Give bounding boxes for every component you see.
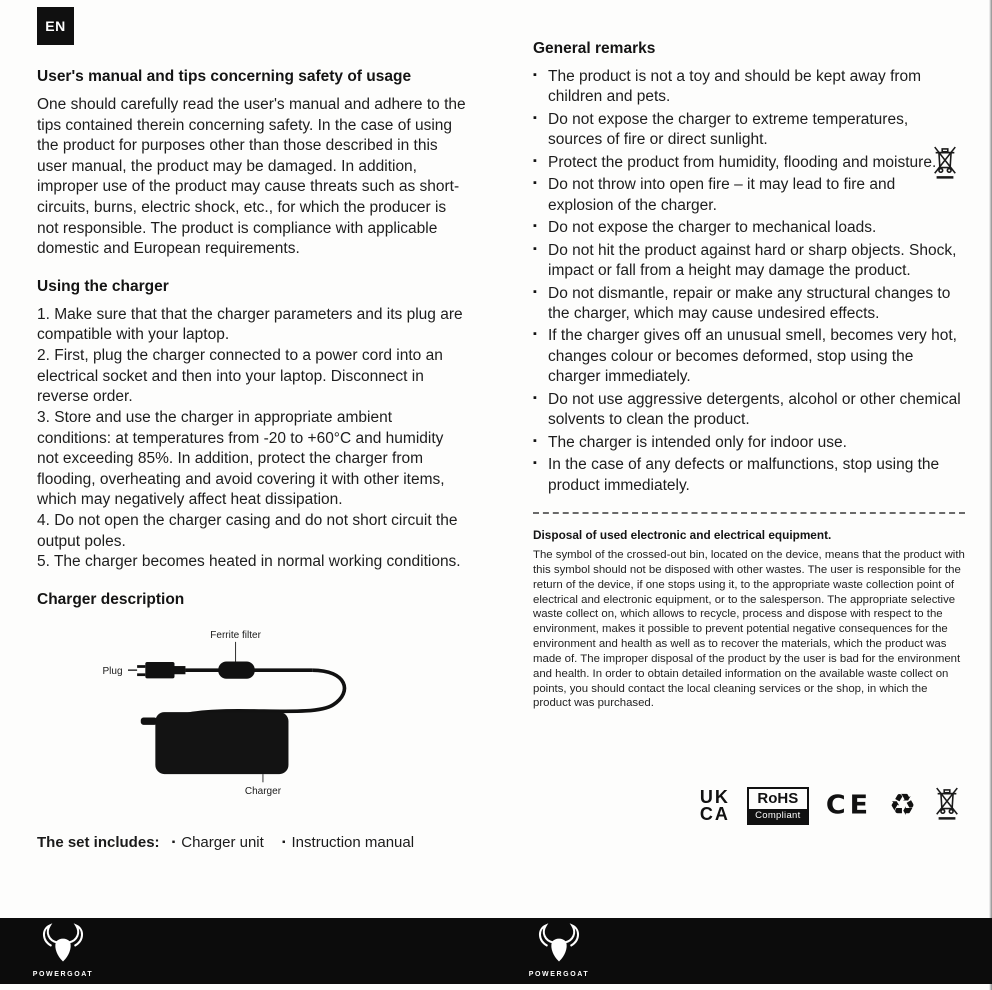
ce-mark: CE — [825, 790, 873, 821]
ferrite-filter-label: Ferrite filter — [210, 630, 261, 642]
set-item: ▪ Charger unit — [172, 834, 264, 851]
charger-diagram — [97, 623, 469, 808]
using-step: 3. Store and use the charger in appropriate ambient conditions: at temperatures from -20 to +60°C and humidity not exceeding 85%. In addition, protect the charger from flooding, overheating and avoid covering it with other items, which may negatively affect heat dissipation. — [37, 408, 445, 509]
remark-item: ▪ Do not hit the product against hard or sharp objects. Shock, impact or fall from a height may damage the product. — [533, 241, 965, 282]
remark-item: ▪ If the charger gives off an unusual smell, becomes very hot, changes colour or becomes deformed, stop using the charger immediately. — [533, 326, 965, 387]
using-charger-heading: Using the charger — [37, 277, 169, 295]
remark-item: ▪ The charger is intended only for indoor use. — [533, 433, 965, 453]
disposal-heading: Disposal of used electronic and electrical equipment. — [533, 528, 832, 543]
goat-head-icon — [36, 922, 90, 968]
using-step: 1. Make sure that that the charger parameters and its plug are compatible with your laptop. — [37, 305, 463, 344]
using-charger-section — [37, 278, 469, 573]
set-includes-label: The set includes: — [37, 833, 160, 851]
ukca-line1: UK — [699, 786, 730, 807]
charger-diagram-svg — [97, 623, 407, 803]
left-column — [37, 40, 469, 851]
ferrite-filter-icon — [218, 661, 254, 678]
powergoat-logo — [524, 922, 594, 978]
goat-head-icon — [532, 922, 586, 968]
using-charger-steps — [37, 305, 469, 573]
remark-item: ▪ Protect the product from humidity, flooding and moisture. — [533, 153, 965, 173]
recycling-icon: ♻ — [889, 787, 916, 823]
certification-marks-row — [533, 785, 965, 826]
charger-description-heading: Charger description — [37, 590, 185, 608]
ukca-line2: CA — [699, 803, 730, 824]
remark-item: ▪ Do not expose the charger to mechanical loads. — [533, 218, 965, 238]
usage-heading: User's manual and tips concerning safety of usage — [37, 68, 412, 85]
charger-brick-icon — [155, 712, 288, 774]
plug-icon — [137, 662, 185, 678]
brand-name: POWERGOAT — [528, 971, 590, 978]
general-remarks-list — [533, 67, 965, 496]
usage-paragraph: One should carefully read the user's manual and adhere to the tips contained therein concerning safety. In the case of using the product for purposes other than those described in this user manual, the product may be damaged. In addition, improper use of the product may cause threats such as short-circuits, burns, electric shock, etc., for which the producer is not responsible. The product is compliance with applicable domestic and European requirements. — [37, 96, 466, 258]
set-item: ▪ Instruction manual — [282, 834, 414, 851]
rohs-mark — [747, 787, 809, 825]
cable-stub — [141, 717, 157, 724]
ukca-mark — [699, 786, 730, 824]
remark-item: ▪ In the case of any defects or malfunctions, stop using the product immediately. — [533, 455, 965, 496]
rohs-compliant-label: Compliant — [749, 809, 807, 823]
dashed-divider — [533, 512, 965, 514]
using-step: 4. Do not open the charger casing and do not short circuit the output poles. — [37, 511, 458, 550]
manual-columns — [37, 40, 965, 851]
right-column — [533, 40, 965, 851]
usage-section — [37, 68, 469, 260]
plug-label: Plug — [102, 665, 123, 677]
powergoat-logo — [28, 922, 98, 978]
rohs-label: RoHS — [757, 789, 799, 807]
remark-item: ▪ The product is not a toy and should be kept away from children and pets. — [533, 67, 965, 108]
footer-bar — [0, 918, 992, 984]
remark-item: ▪ Do not expose the charger to extreme temperatures, sources of fire or direct sunlight. — [533, 110, 965, 151]
brand-name: POWERGOAT — [32, 971, 94, 978]
using-step: 5. The charger becomes heated in normal working conditions. — [37, 553, 461, 571]
general-remarks-heading: General remarks — [533, 40, 656, 57]
remark-item: ▪ Do not dismantle, repair or make any structural changes to the charger, which may cause undesired effects. — [533, 284, 965, 325]
language-badge: EN — [37, 7, 74, 45]
remark-item: ▪ Do not use aggressive detergents, alcohol or other chemical solvents to clean the product. — [533, 390, 965, 431]
weee-bin-icon — [933, 785, 961, 826]
disposal-text: The symbol of the crossed-out bin, located on the device, means that the product with this symbol should not be disposed with other wastes. The user is responsible for the return of the device, if one stops using it, to the appropriate waste collection point of electrical and electronic equipment, or to the salesperson. The appropriate selective waste collect on, which allows to recycle, process and dispose with respect to the environment, makes it possible to prevent potential negative consequences for the environment and health as well as to recover the materials, which the product was made of. The improper disposal of the product by the user is bad for the environment and health. In order to obtain detailed information on the available waste collect on points, you should contact the local cleaning services or the shop, in which the product was purchased. — [533, 549, 965, 710]
set-includes-line — [37, 834, 469, 851]
remark-item: ▪ Do not throw into open fire – it may lead to fire and explosion of the charger. — [533, 175, 965, 216]
charger-label: Charger — [244, 785, 282, 797]
using-step: 2. First, plug the charger connected to a power cord into an electrical socket and then into your laptop. Disconnect in reverse order. — [37, 347, 443, 406]
charger-description-section — [37, 591, 469, 808]
